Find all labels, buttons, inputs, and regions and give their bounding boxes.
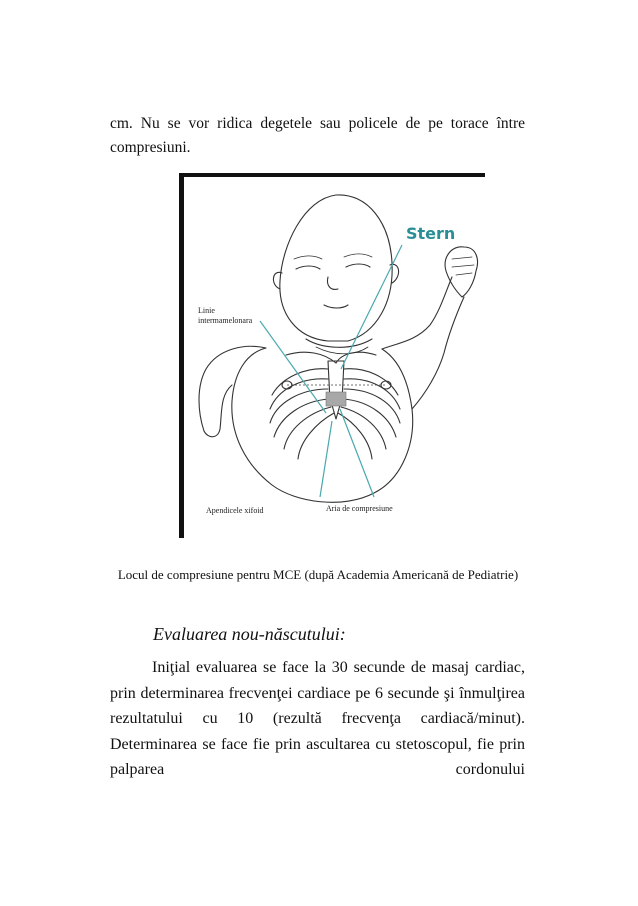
apendicele-label: Apendicele xifoid xyxy=(206,506,264,515)
section-title: Evaluarea nou-născutului: xyxy=(153,624,346,644)
aria-label: Aria de compresiune xyxy=(326,504,393,513)
figure-top-border xyxy=(179,173,485,177)
linie-label-line1: Linie xyxy=(198,306,215,315)
figure-caption: Locul de compresiune pentru MCE (după Academia Americană de Pediatrie) xyxy=(117,567,519,582)
aria-pointer xyxy=(340,409,374,497)
top-paragraph: cm. Nu se vor ridica degetele sau policele de pe torace între compresiuni. xyxy=(110,115,525,156)
stern-label: Stern xyxy=(406,224,456,243)
compression-area-marker xyxy=(326,392,346,406)
infant-fist xyxy=(445,247,477,297)
xifoid-pointer xyxy=(320,421,332,497)
figure-left-border xyxy=(179,173,184,538)
linie-label-line2: intermamelonara xyxy=(198,316,253,325)
body-paragraph: Iniţial evaluarea se face la 30 secunde de masaj cardiac, prin determinarea frecvenţei cardiace pe 6 secunde şi înmulţirea rezultatului cu 10 (rezultă frecvenţa cardiacă/minut). Determinarea se face fie prin ascultarea cu stetoscopul, fie prin palparea cordonului xyxy=(110,659,525,778)
stern-pointer xyxy=(341,245,402,369)
infant-chest-compression-illustration xyxy=(176,173,488,540)
infant-head xyxy=(280,195,392,341)
linie-pointer xyxy=(260,321,326,413)
